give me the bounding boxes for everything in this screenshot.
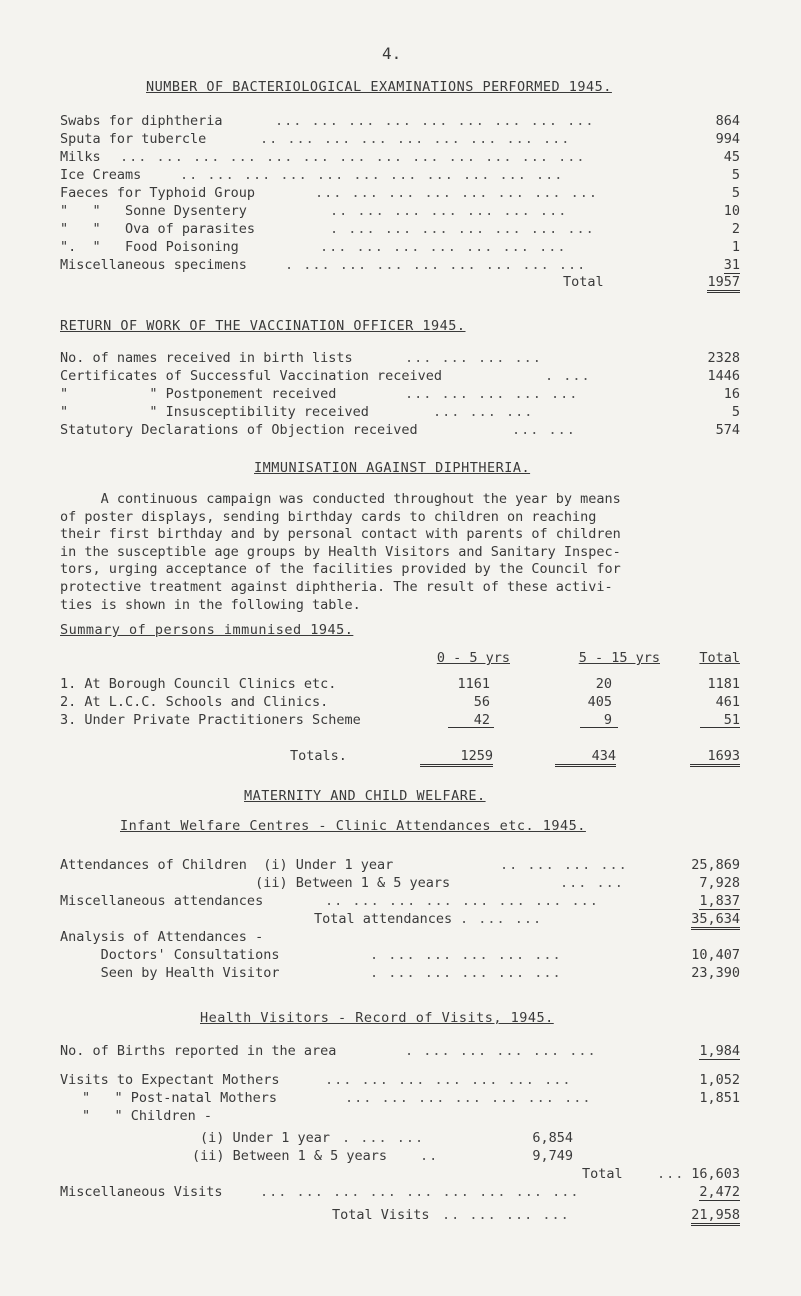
totals-0-5: 1259 <box>420 748 493 767</box>
between-value: 9,749 <box>532 1148 573 1164</box>
leader-dots: ... <box>657 1166 685 1182</box>
total-visits-value: 21,958 <box>691 1207 740 1226</box>
vaccination-row <box>60 422 740 440</box>
table-cell-0-5: 42 <box>473 712 490 728</box>
item-value: 7,928 <box>699 875 740 891</box>
paragraph-line: ties is shown in the following table. <box>60 596 361 613</box>
col-header-0-5: 0 - 5 yrs <box>436 650 510 666</box>
leader-dots: ... ... <box>512 422 576 438</box>
item-label: Certificates of Successful Vaccination received <box>60 368 443 384</box>
leader-dots: . ... <box>545 368 591 384</box>
leader-dots: . ... ... ... ... ... ... ... <box>330 221 595 237</box>
table-cell-total: 1181 <box>707 676 740 692</box>
item-value: 10,407 <box>691 947 740 963</box>
total-value: 1957 <box>707 274 740 293</box>
table-cell-0-5: 1161 <box>457 676 490 692</box>
bacteriology-row <box>60 203 740 221</box>
hv-total-row <box>60 1207 740 1225</box>
item-value: 5 <box>731 404 740 420</box>
col-header-5-15: 5 - 15 yrs <box>578 650 660 666</box>
leader-dots: . ... ... ... ... ... <box>405 1043 597 1059</box>
item-label: No. of names received in birth lists <box>60 350 353 366</box>
item-value: 5 <box>731 167 740 183</box>
leader-dots: .. ... ... ... <box>442 1207 570 1223</box>
leader-dots: ... ... ... ... ... ... ... ... ... <box>275 113 595 129</box>
paragraph-line: protective treatment against diphtheria. The result of these activi- <box>60 578 613 595</box>
children-label: " " Children - <box>82 1108 213 1124</box>
births-label: No. of Births reported in the area <box>60 1043 337 1059</box>
postnatal-label: " " Post-natal Mothers <box>82 1090 278 1106</box>
item-label: (ii) Between 1 & 5 years <box>60 875 451 891</box>
leader-dots: .. <box>420 1148 439 1164</box>
bacteriology-row <box>60 149 740 167</box>
leader-dots: . ... ... ... ... ... <box>370 965 562 981</box>
leader-dots: ... ... ... ... ... ... ... ... ... ... ... ... ... <box>120 149 586 165</box>
bacteriology-row <box>60 239 740 257</box>
rule <box>580 727 618 728</box>
hv-postnatal-row <box>60 1090 740 1108</box>
hv-subtotal-row <box>60 1166 740 1184</box>
analysis-row <box>60 947 740 965</box>
immunisation-heading: IMMUNISATION AGAINST DIPHTHERIA. <box>254 460 531 476</box>
table-row-label: 3. Under Private Practitioners Scheme <box>60 712 361 728</box>
item-value: 1 <box>731 239 740 255</box>
analysis-row <box>60 965 740 983</box>
item-value: 2328 <box>707 350 740 366</box>
item-value: 2 <box>731 221 740 237</box>
item-label: " " Ova of parasites <box>60 221 256 237</box>
mcw-total-row <box>60 911 740 929</box>
bacteriological-total-row <box>60 274 740 292</box>
item-value: 864 <box>715 113 740 129</box>
item-label: Seen by Health Visitor <box>60 965 280 981</box>
leader-dots: . ... ... <box>342 1130 425 1146</box>
total-visits-label: Total Visits <box>332 1207 430 1223</box>
between-label: (ii) Between 1 & 5 years <box>192 1148 388 1164</box>
item-value: 994 <box>715 131 740 147</box>
mcw-sub-heading: Infant Welfare Centres - Clinic Attendances etc. 1945. <box>120 818 586 834</box>
leader-dots: ... ... ... ... ... ... ... ... ... <box>260 1184 580 1200</box>
item-label: Ice Creams <box>60 167 142 183</box>
leader-dots: ... ... ... ... ... ... ... ... <box>315 185 598 201</box>
mcw-row <box>60 875 740 893</box>
hv-children-row <box>60 1108 740 1126</box>
hv-expectant-row <box>60 1072 740 1090</box>
leader-dots: ... ... ... <box>433 404 534 420</box>
hv-births-row <box>60 1043 740 1061</box>
bacteriology-row <box>60 113 740 131</box>
item-label: " " Sonne Dysentery <box>60 203 247 219</box>
total-value: 35,634 <box>691 911 740 930</box>
hv-heading: Health Visitors - Record of Visits, 1945. <box>200 1010 554 1026</box>
leader-dots: .. ... ... ... ... ... ... ... <box>325 893 599 909</box>
subtotal-value: 16,603 <box>691 1166 740 1182</box>
totals-5-15: 434 <box>555 748 616 767</box>
totals-label: Totals. <box>290 748 347 764</box>
paragraph-line: in the susceptible age groups by Health Visitors and Sanitary Inspec- <box>60 543 621 560</box>
leader-dots: .. ... ... ... ... ... ... ... ... <box>260 131 571 147</box>
expectant-label: Visits to Expectant Mothers <box>60 1072 280 1088</box>
hv-under1-row <box>60 1130 740 1148</box>
leader-dots: .. ... ... ... ... ... ... ... ... ... ... <box>180 167 564 183</box>
item-label: Sputa for tubercle <box>60 131 207 147</box>
leader-dots: ... ... ... ... <box>405 350 542 366</box>
hv-misc-row <box>60 1184 740 1202</box>
item-value: 574 <box>715 422 740 438</box>
item-value: 31 <box>723 257 740 273</box>
births-value: 1,984 <box>699 1043 740 1059</box>
mcw-heading: MATERNITY AND CHILD WELFARE. <box>244 788 486 804</box>
paragraph-line: of poster displays, sending birthday cards to children on reaching <box>60 508 597 525</box>
bacteriological-heading: NUMBER OF BACTERIOLOGICAL EXAMINATIONS PERFORMED 1945. <box>146 79 612 95</box>
leader-dots: ... ... ... ... ... ... ... <box>325 1072 572 1088</box>
table-cell-5-15: 405 <box>587 694 612 710</box>
item-value: 45 <box>723 149 740 165</box>
item-label: Statutory Declarations of Objection received <box>60 422 418 438</box>
total-label: Total <box>563 274 604 290</box>
total-label: Total attendances <box>314 911 453 927</box>
item-value: 25,869 <box>691 857 740 873</box>
item-value: 16 <box>723 386 740 402</box>
page-number: 4. <box>382 44 402 63</box>
item-label: Swabs for diphtheria <box>60 113 223 129</box>
leader-dots: . ... ... ... ... ... ... ... ... <box>285 257 587 273</box>
leader-dots: . ... ... <box>460 911 543 927</box>
leader-dots: ... ... ... ... ... ... ... <box>320 239 567 255</box>
leader-dots: .. ... ... ... <box>500 857 628 873</box>
analysis-label-row <box>60 929 740 947</box>
subtotal-label: Total <box>582 1166 623 1182</box>
table-row-label: 1. At Borough Council Clinics etc. <box>60 676 337 692</box>
expectant-value: 1,052 <box>699 1072 740 1088</box>
bacteriology-row <box>60 131 740 149</box>
mcw-row <box>60 893 740 911</box>
under1-label: (i) Under 1 year <box>200 1130 331 1146</box>
item-value: 10 <box>723 203 740 219</box>
misc-value: 2,472 <box>699 1184 740 1200</box>
item-label: Doctors' Consultations <box>60 947 280 963</box>
item-label: Faeces for Typhoid Group <box>60 185 256 201</box>
item-value: 5 <box>731 185 740 201</box>
item-value: 23,390 <box>691 965 740 981</box>
item-value: 1446 <box>707 368 740 384</box>
under1-value: 6,854 <box>532 1130 573 1146</box>
bacteriology-row <box>60 221 740 239</box>
misc-label: Miscellaneous Visits <box>60 1184 223 1200</box>
item-label: Milks <box>60 149 101 165</box>
analysis-label: Analysis of Attendances - <box>60 929 264 945</box>
vaccination-heading: RETURN OF WORK OF THE VACCINATION OFFICER 1945. <box>60 318 466 334</box>
item-label: " " Insusceptibility received <box>60 404 369 420</box>
col-header-total: Total <box>699 650 740 666</box>
summary-heading: Summary of persons immunised 1945. <box>60 622 354 638</box>
bacteriology-row <box>60 257 740 275</box>
paragraph-line: their first birthday and by personal contact with parents of children <box>60 526 621 543</box>
mcw-row <box>60 857 740 875</box>
bacteriology-row <box>60 167 740 185</box>
table-cell-0-5: 56 <box>473 694 490 710</box>
bacteriology-row <box>60 185 740 203</box>
rule <box>448 727 494 728</box>
vaccination-row <box>60 386 740 404</box>
table-cell-total: 51 <box>723 712 740 728</box>
item-label: Miscellaneous attendances <box>60 893 264 909</box>
vaccination-row <box>60 350 740 368</box>
leader-dots: ... ... ... ... ... ... ... <box>345 1090 592 1106</box>
item-label: ". " Food Poisoning <box>60 239 239 255</box>
paragraph-line: tors, urging acceptance of the facilities provided by the Council for <box>60 561 621 578</box>
item-value: 1,837 <box>699 893 740 909</box>
immunisation-paragraph <box>60 491 750 614</box>
table-cell-5-15: 9 <box>603 712 612 728</box>
item-label: Miscellaneous specimens <box>60 257 247 273</box>
vaccination-row <box>60 404 740 422</box>
vaccination-row <box>60 368 740 386</box>
item-label: Attendances of Children (i) Under 1 year <box>60 857 394 873</box>
totals-total: 1693 <box>690 748 740 767</box>
table-row-label: 2. At L.C.C. Schools and Clinics. <box>60 694 329 710</box>
rule <box>700 727 740 728</box>
postnatal-value: 1,851 <box>699 1090 740 1106</box>
leader-dots: .. ... ... ... ... ... ... <box>330 203 568 219</box>
paragraph-line: A continuous campaign was conducted throughout the year by means <box>60 491 621 507</box>
table-cell-total: 461 <box>715 694 740 710</box>
item-label: " " Postponement received <box>60 386 337 402</box>
leader-dots: ... ... <box>560 875 624 891</box>
table-cell-5-15: 20 <box>595 676 612 692</box>
leader-dots: ... ... ... ... ... <box>405 386 579 402</box>
hv-between-row <box>60 1148 740 1166</box>
leader-dots: . ... ... ... ... ... <box>370 947 562 963</box>
